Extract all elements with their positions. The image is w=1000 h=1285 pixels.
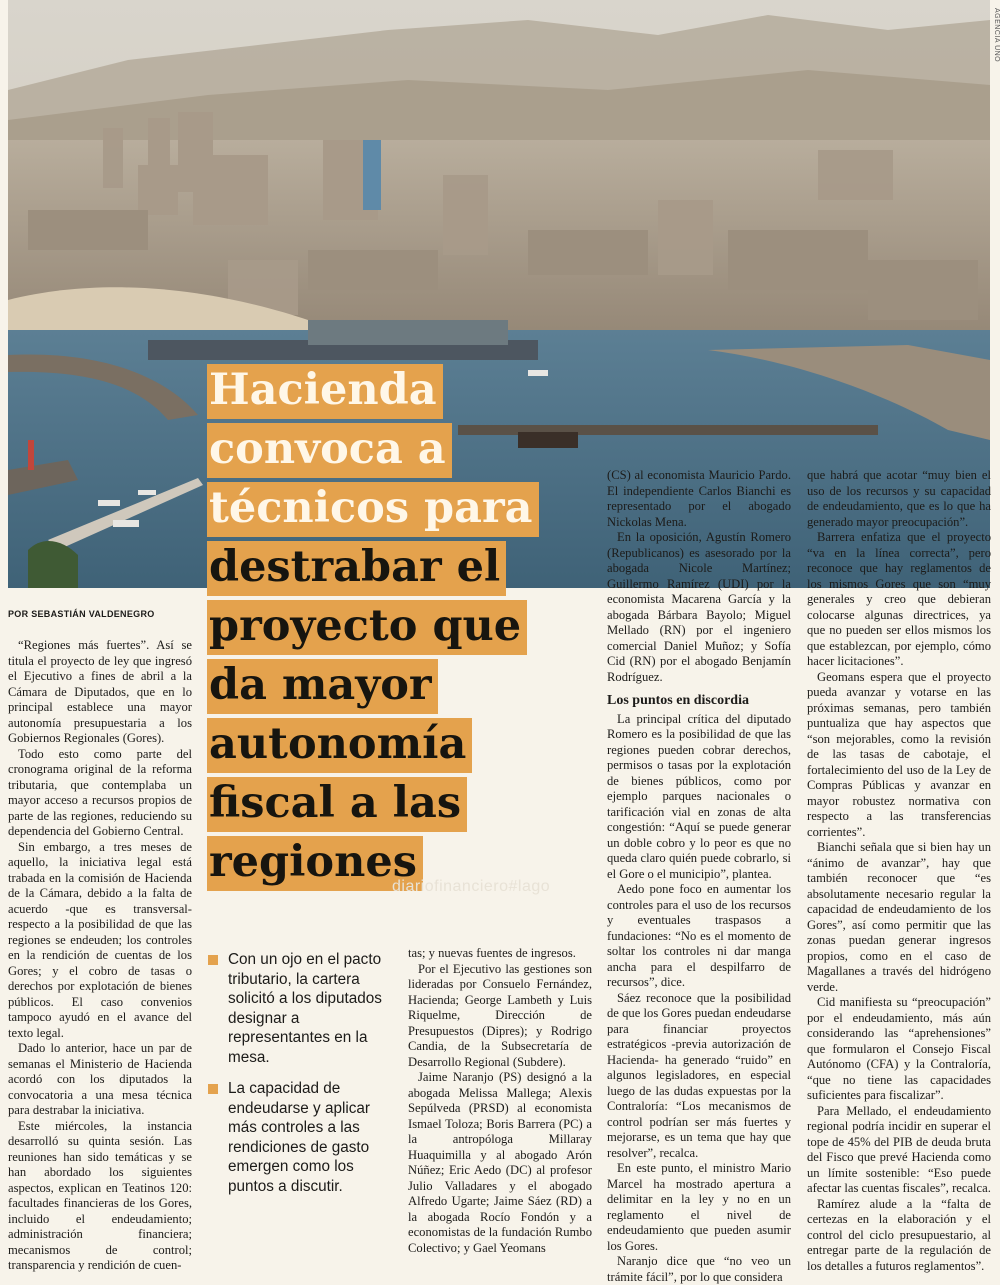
paragraph: Barrera enfatiza que el proyecto “va en la línea correcta”, pero reconoce que hay reglamentos de los mismos Gores que son “muy generales y creo que debieran colocarse algunas directrices, ya que no pueden ser ellos mismos los que establezcan, por ejemplo, cómo hacer licitaciones”. [807, 530, 991, 668]
paragraph: Ramírez alude a la “falta de certezas en la elaboración y el control del ciclo presupuestario, al entregar parte de la regulación de los detalles a futuros reglamentos”. [807, 1196, 991, 1273]
article-column-5 [807, 468, 991, 1274]
headline-line-2: convoca a [207, 423, 452, 478]
headline-line-8: fiscal a las [207, 777, 467, 832]
article-column-4 [607, 468, 791, 1285]
highlights-box [208, 950, 393, 1208]
photo-credit: AGENCIA UNO [993, 8, 1000, 63]
byline: POR SEBASTIÁN VALDENEGRO [8, 609, 155, 619]
article-column-3 [408, 946, 592, 1256]
headline-line-3: técnicos para [207, 482, 539, 537]
article-column-1 [8, 638, 192, 1274]
paragraph: Este miércoles, la instancia desarrolló su quinta sesión. Las reuniones han sido temáticas y se han abordado los siguientes aspectos, explican en Teatinos 120: facultades financieras de los Gores, incluido el endeudamiento; administración financiera; mecanismos de control; transparencia y rendición de cuen- [8, 1118, 192, 1272]
headline [207, 364, 537, 895]
watermark: diariofinanciero#lago [392, 878, 551, 895]
paragraph: La principal crítica del diputado Romero es la posibilidad de que las regiones pueden cobrar derechos, permisos o tasas por la explotación de bienes públicos, como por ejemplo parques nacionales o tarificación vial en zonas de alta congestión: “Aquí se puede generar un doble cobro y lo peor es que no queda claro quién puede cobrarlo, si el Gore o el municipio”, plantea. [607, 711, 791, 881]
headline-line-5: proyecto que [207, 600, 527, 655]
paragraph: Jaime Naranjo (PS) designó a la abogada Melissa Mallega; Alexis Sepúlveda (PRSD) al economista Ismael Toloza; Boris Barrera (PC) a la antropóloga Millaray Huaquimilla y al abogado Arón Núñez; Eric Aedo (DC) al profesor Julio Valladares y el abogado Alfredo Ugarte; Jaime Sáez (RD) a la abogada Rocío Fondón y a economistas de la fundación Rumbo Colectivo; y Gael Yeomans [408, 1070, 592, 1255]
paragraph: tas; y nuevas fuentes de ingresos. [408, 946, 576, 960]
headline-line-1: Hacienda [207, 364, 443, 419]
highlight-item [208, 1079, 393, 1196]
square-bullet-icon [208, 1084, 218, 1094]
highlight-item [208, 950, 393, 1067]
paragraph: Bianchi señala que si bien hay un “ánimo de avanzar”, hay que también reconocer que “es absolutamente necesario regular la capacidad de endeudamiento de los Gores”, así como permitir que las zonas puedan generar ingresos propios, como en el caso de Magallanes a través del hidrógeno verde. [807, 840, 991, 994]
paragraph: Por el Ejecutivo las gestiones son lideradas por Consuelo Fernández, Hacienda; George Lambeth y Luis Riquelme, Dirección de Presupuestos (Dipres); y Rodrigo Candia, de la Subsecretaría de Desarrollo Regional (Subdere). [408, 961, 592, 1069]
highlight-text: La capacidad de endeudarse y aplicar más controles a las rendiciones de gasto emergen como los puntos a discutir. [228, 1080, 371, 1195]
paragraph: Para Mellado, el endeudamiento regional podría incidir en superar el tope de 45% del PIB de deuda bruta del Fisco que prevé Hacienda como un límite sostenible: “Eso puede afectar las cuentas fiscales”, recalca. [807, 1103, 991, 1195]
paragraph: Cid manifiesta su “preocupación” por el endeudamiento, más aún considerando las “aprehensiones” que formularon el Consejo Fiscal Autónomo (CFA) y la Contraloría, “que no tiene las capacidades suficientes para fiscalizar”. [807, 995, 991, 1102]
headline-line-9: regiones [207, 836, 423, 891]
paragraph: Naranjo dice que “no veo un trámite fácil”, por lo que considera [607, 1254, 791, 1284]
paragraph: Geomans espera que el proyecto pueda avanzar y votarse en las próximas semanas, pero también puntualiza que hay aspectos que “son mejorables, como la revisión de las tasas de cabotaje, el fortalecimiento del uso de la Ley de Compras Públicas y avanzar en mayor robustez normativa con respecto a las transferencias corrientes”. [807, 669, 991, 839]
square-bullet-icon [208, 955, 218, 965]
headline-line-7: autonomía [207, 718, 472, 773]
headline-line-4: destrabar el [207, 541, 506, 596]
paragraph: En la oposición, Agustín Romero (Republicanos) es asesorado por la abogada Nicole Martínez; Guillermo Ramírez (UDI) por la economista Macarena García y la abogada Bárbara Bayolo; Miguel Mellado (RN) por el ingeniero comercial Daniel Muñoz; y Sofía Cid (RN) por el abogado Benjamín Rodríguez. [607, 530, 791, 684]
paragraph: Sin embargo, a tres meses de aquello, la iniciativa legal está trabada en la comisión de Hacienda de la Cámara, debido a la falta de acuerdo -que es transversal- respecto a la posibilidad de que las regiones se endeuden; los controles en la rendición de cuentas de los Gores; y el cobro de tasas o derechos por explotación de bienes públicos. El caso convenios tampoco ayudó en el avance del texto legal. [8, 839, 192, 1040]
paragraph: Aedo pone foco en aumentar los controles para el uso de los recursos y eventuales traspasos a fundaciones: “No es el momento de soltar los controles ni dar manga ancha para el despilfarro de recursos”, dice. [607, 882, 791, 989]
paragraph: Sáez reconoce que la posibilidad de que los Gores puedan endeudarse para financiar proyectos estratégicos -previa autorización de Hacienda- ha generado “ruido” en algunos legisladores, en especial luego de las dudas expuestas por la Contraloría: “Los mecanismos de control podrían ser más fuertes y mejorarse, es un tema que hay que resolver”, recalca. [607, 990, 791, 1160]
paragraph: que habrá que acotar “muy bien el uso de los recursos y su capacidad de endeudamiento, que es lo que ha generado mayor preocupación”. [807, 468, 991, 529]
paragraph: “Regiones más fuertes”. Así se titula el proyecto de ley que ingresó el Ejecutivo a fines de abril a la Cámara de Diputados, que en lo principal establece una mayor autonomía presupuestaria a los Gobiernos Regionales (Gores). [8, 638, 192, 745]
headline-line-6: da mayor [207, 659, 438, 714]
paragraph: (CS) al economista Mauricio Pardo. El independiente Carlos Bianchi es representado por el abogado Nickolas Mena. [607, 468, 791, 529]
paragraph: En este punto, el ministro Mario Marcel ha mostrado apertura a delimitar en la ley y no en un reglamento el nivel de endeudamiento que pueden asumir los Gores. [607, 1161, 791, 1253]
section-subhead: Los puntos en discordia [607, 693, 749, 708]
paragraph: Todo esto como parte del cronograma original de la reforma tributaria, que contemplaba un mayor acceso a recursos propios de parte de las regiones, reduciendo su dependencia del Gobierno Central. [8, 746, 192, 838]
paragraph: Dado lo anterior, hace un par de semanas el Ministerio de Hacienda acordó con los diputados la convocatoria a una mesa técnica para destrabar la iniciativa. [8, 1041, 192, 1117]
highlight-text: Con un ojo en el pacto tributario, la cartera solicitó a los diputados designar a representantes en la mesa. [228, 951, 382, 1066]
